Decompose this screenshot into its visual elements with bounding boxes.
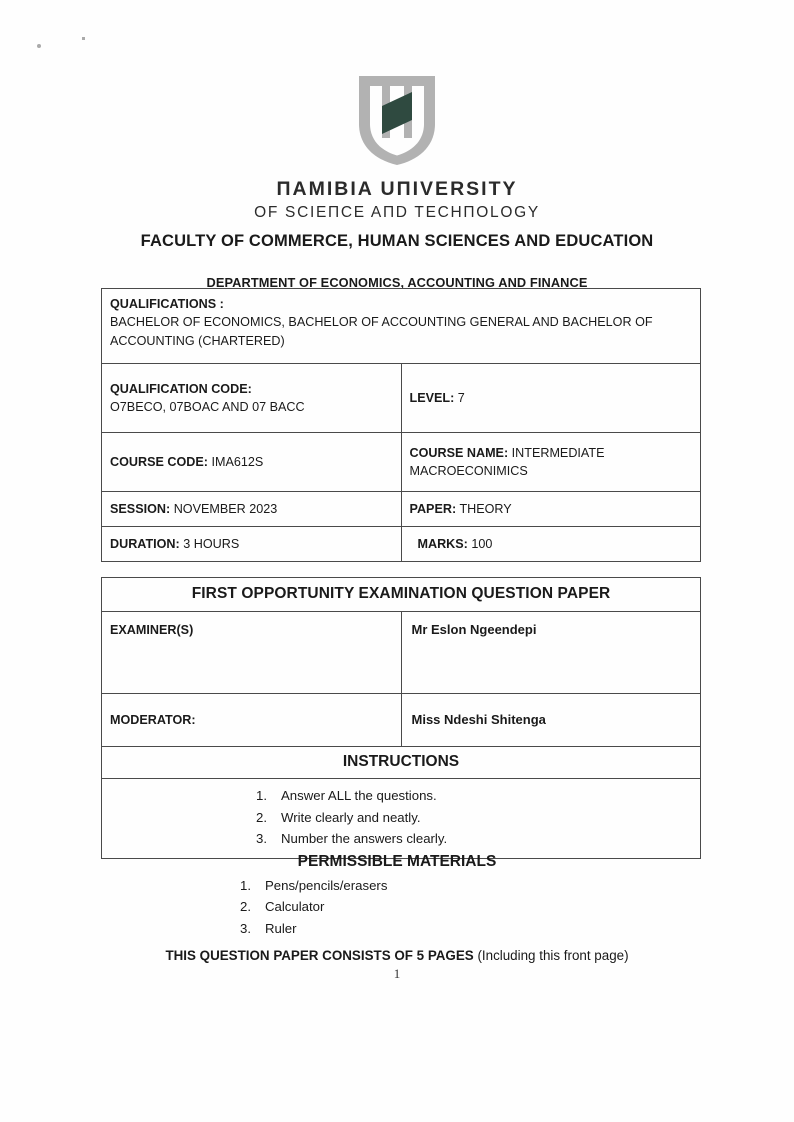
qualification-code-label: QUALIFICATION CODE: xyxy=(110,381,252,396)
list-item xyxy=(102,785,700,806)
qualification-code-value: O7BECO, 07BOAC AND 07 BACC xyxy=(110,400,305,414)
list-item-text: Ruler xyxy=(265,920,297,936)
level-label: LEVEL: xyxy=(409,390,455,405)
list-item-text: Pens/pencils/erasers xyxy=(265,878,388,893)
list-item-text: Number the answers clearly. xyxy=(281,831,448,847)
moderator-value: Miss Ndeshi Shitenga xyxy=(401,694,701,747)
marks-cell xyxy=(401,527,701,562)
moderator-label: MODERATOR: xyxy=(102,694,402,747)
paper-label: PAPER: xyxy=(409,501,457,516)
paper-value: THEORY xyxy=(459,501,512,516)
paper-cell xyxy=(401,492,701,527)
list-item-number: 1. xyxy=(240,878,251,893)
duration-value: 3 HOURS xyxy=(183,536,240,551)
table-row-instructions-title xyxy=(102,747,701,779)
table-row-examiner xyxy=(102,612,701,694)
scan-artifact xyxy=(82,37,85,40)
course-name-cell xyxy=(401,433,701,492)
list-item-text: Answer ALL the questions. xyxy=(281,788,437,804)
nust-shield-logo xyxy=(349,72,445,168)
table-row-qualification-code xyxy=(102,364,701,433)
list-item-number: 1. xyxy=(256,788,267,804)
instructions-title: INSTRUCTIONS xyxy=(102,747,701,779)
list-item xyxy=(102,828,700,849)
course-info-table xyxy=(101,288,701,562)
exam-paper-title: FIRST OPPORTUNITY EXAMINATION QUESTION PAPER xyxy=(102,578,701,612)
list-item-number: 2. xyxy=(256,809,267,825)
qualifications-cell xyxy=(102,289,701,364)
course-name-label: COURSE NAME: xyxy=(409,445,509,460)
university-wordmark xyxy=(0,178,794,224)
list-item xyxy=(101,918,701,939)
permissible-materials-title: PERMISSIBLE MATERIALS xyxy=(297,853,497,870)
qualifications-label: QUALIFICATIONS : xyxy=(110,297,224,311)
list-item xyxy=(102,807,700,828)
university-name-line2: OF SCIEПCE AПD TECHПOLOGY xyxy=(254,204,540,222)
level-value: 7 xyxy=(457,390,465,405)
session-label: SESSION: xyxy=(110,501,171,516)
table-row-course xyxy=(102,433,701,492)
list-item-number: 3. xyxy=(240,920,251,936)
list-item xyxy=(101,896,701,917)
logo-container xyxy=(0,72,794,168)
marks-label: MARKS: xyxy=(417,536,468,551)
duration-cell xyxy=(102,527,402,562)
session-cell xyxy=(102,492,402,527)
page-count-rest: (Including this front page) xyxy=(473,948,629,963)
instructions-table xyxy=(101,746,701,859)
examiner-table xyxy=(101,577,701,747)
list-item-number: 2. xyxy=(240,899,251,915)
scan-artifact xyxy=(37,44,41,48)
table-row-duration xyxy=(102,527,701,562)
faculty-heading: FACULTY OF COMMERCE, HUMAN SCIENCES AND EDUCATION xyxy=(140,232,654,250)
qualifications-value: BACHELOR OF ECONOMICS, BACHELOR OF ACCOUNTING GENERAL AND BACHELOR OF ACCOUNTING (CHARTERED) xyxy=(110,315,653,348)
duration-label: DURATION: xyxy=(110,536,180,551)
university-name-line1: ПAMIBIA UПIVERSITY xyxy=(276,178,518,200)
list-item-number: 3. xyxy=(256,831,267,847)
table-row-exam-title xyxy=(102,578,701,612)
table-row-qualifications xyxy=(102,289,701,364)
page-count-strong: THIS QUESTION PAPER CONSISTS OF 5 PAGES xyxy=(165,948,474,963)
table-row-instructions-list xyxy=(102,779,701,858)
course-code-label: COURSE CODE: xyxy=(110,454,208,469)
session-value: NOVEMBER 2023 xyxy=(173,501,278,516)
page-count-note xyxy=(0,948,794,963)
examiner-label: EXAMINER(S) xyxy=(102,612,402,694)
permissible-materials-list-container xyxy=(101,875,701,939)
department-heading: DEPARTMENT OF ECONOMICS, ACCOUNTING AND FINANCE xyxy=(206,275,588,290)
qualification-code-cell xyxy=(102,364,402,433)
instructions-list-cell xyxy=(102,779,701,858)
marks-value: 100 xyxy=(471,536,493,551)
course-code-value: IMA612S xyxy=(211,454,264,469)
list-item-text: Write clearly and neatly. xyxy=(281,809,421,825)
permissible-materials-list xyxy=(101,875,701,939)
instructions-list xyxy=(102,785,700,849)
course-name-value: INTERMEDIATE MACROECONIMICS xyxy=(409,445,605,478)
list-item xyxy=(101,875,701,896)
table-row-session xyxy=(102,492,701,527)
level-cell xyxy=(401,364,701,433)
course-code-cell xyxy=(102,433,402,492)
list-item-text: Calculator xyxy=(265,899,325,915)
table-row-moderator xyxy=(102,694,701,747)
page-number: 1 xyxy=(393,966,401,981)
examiner-value: Mr Eslon Ngeendepi xyxy=(401,612,701,694)
